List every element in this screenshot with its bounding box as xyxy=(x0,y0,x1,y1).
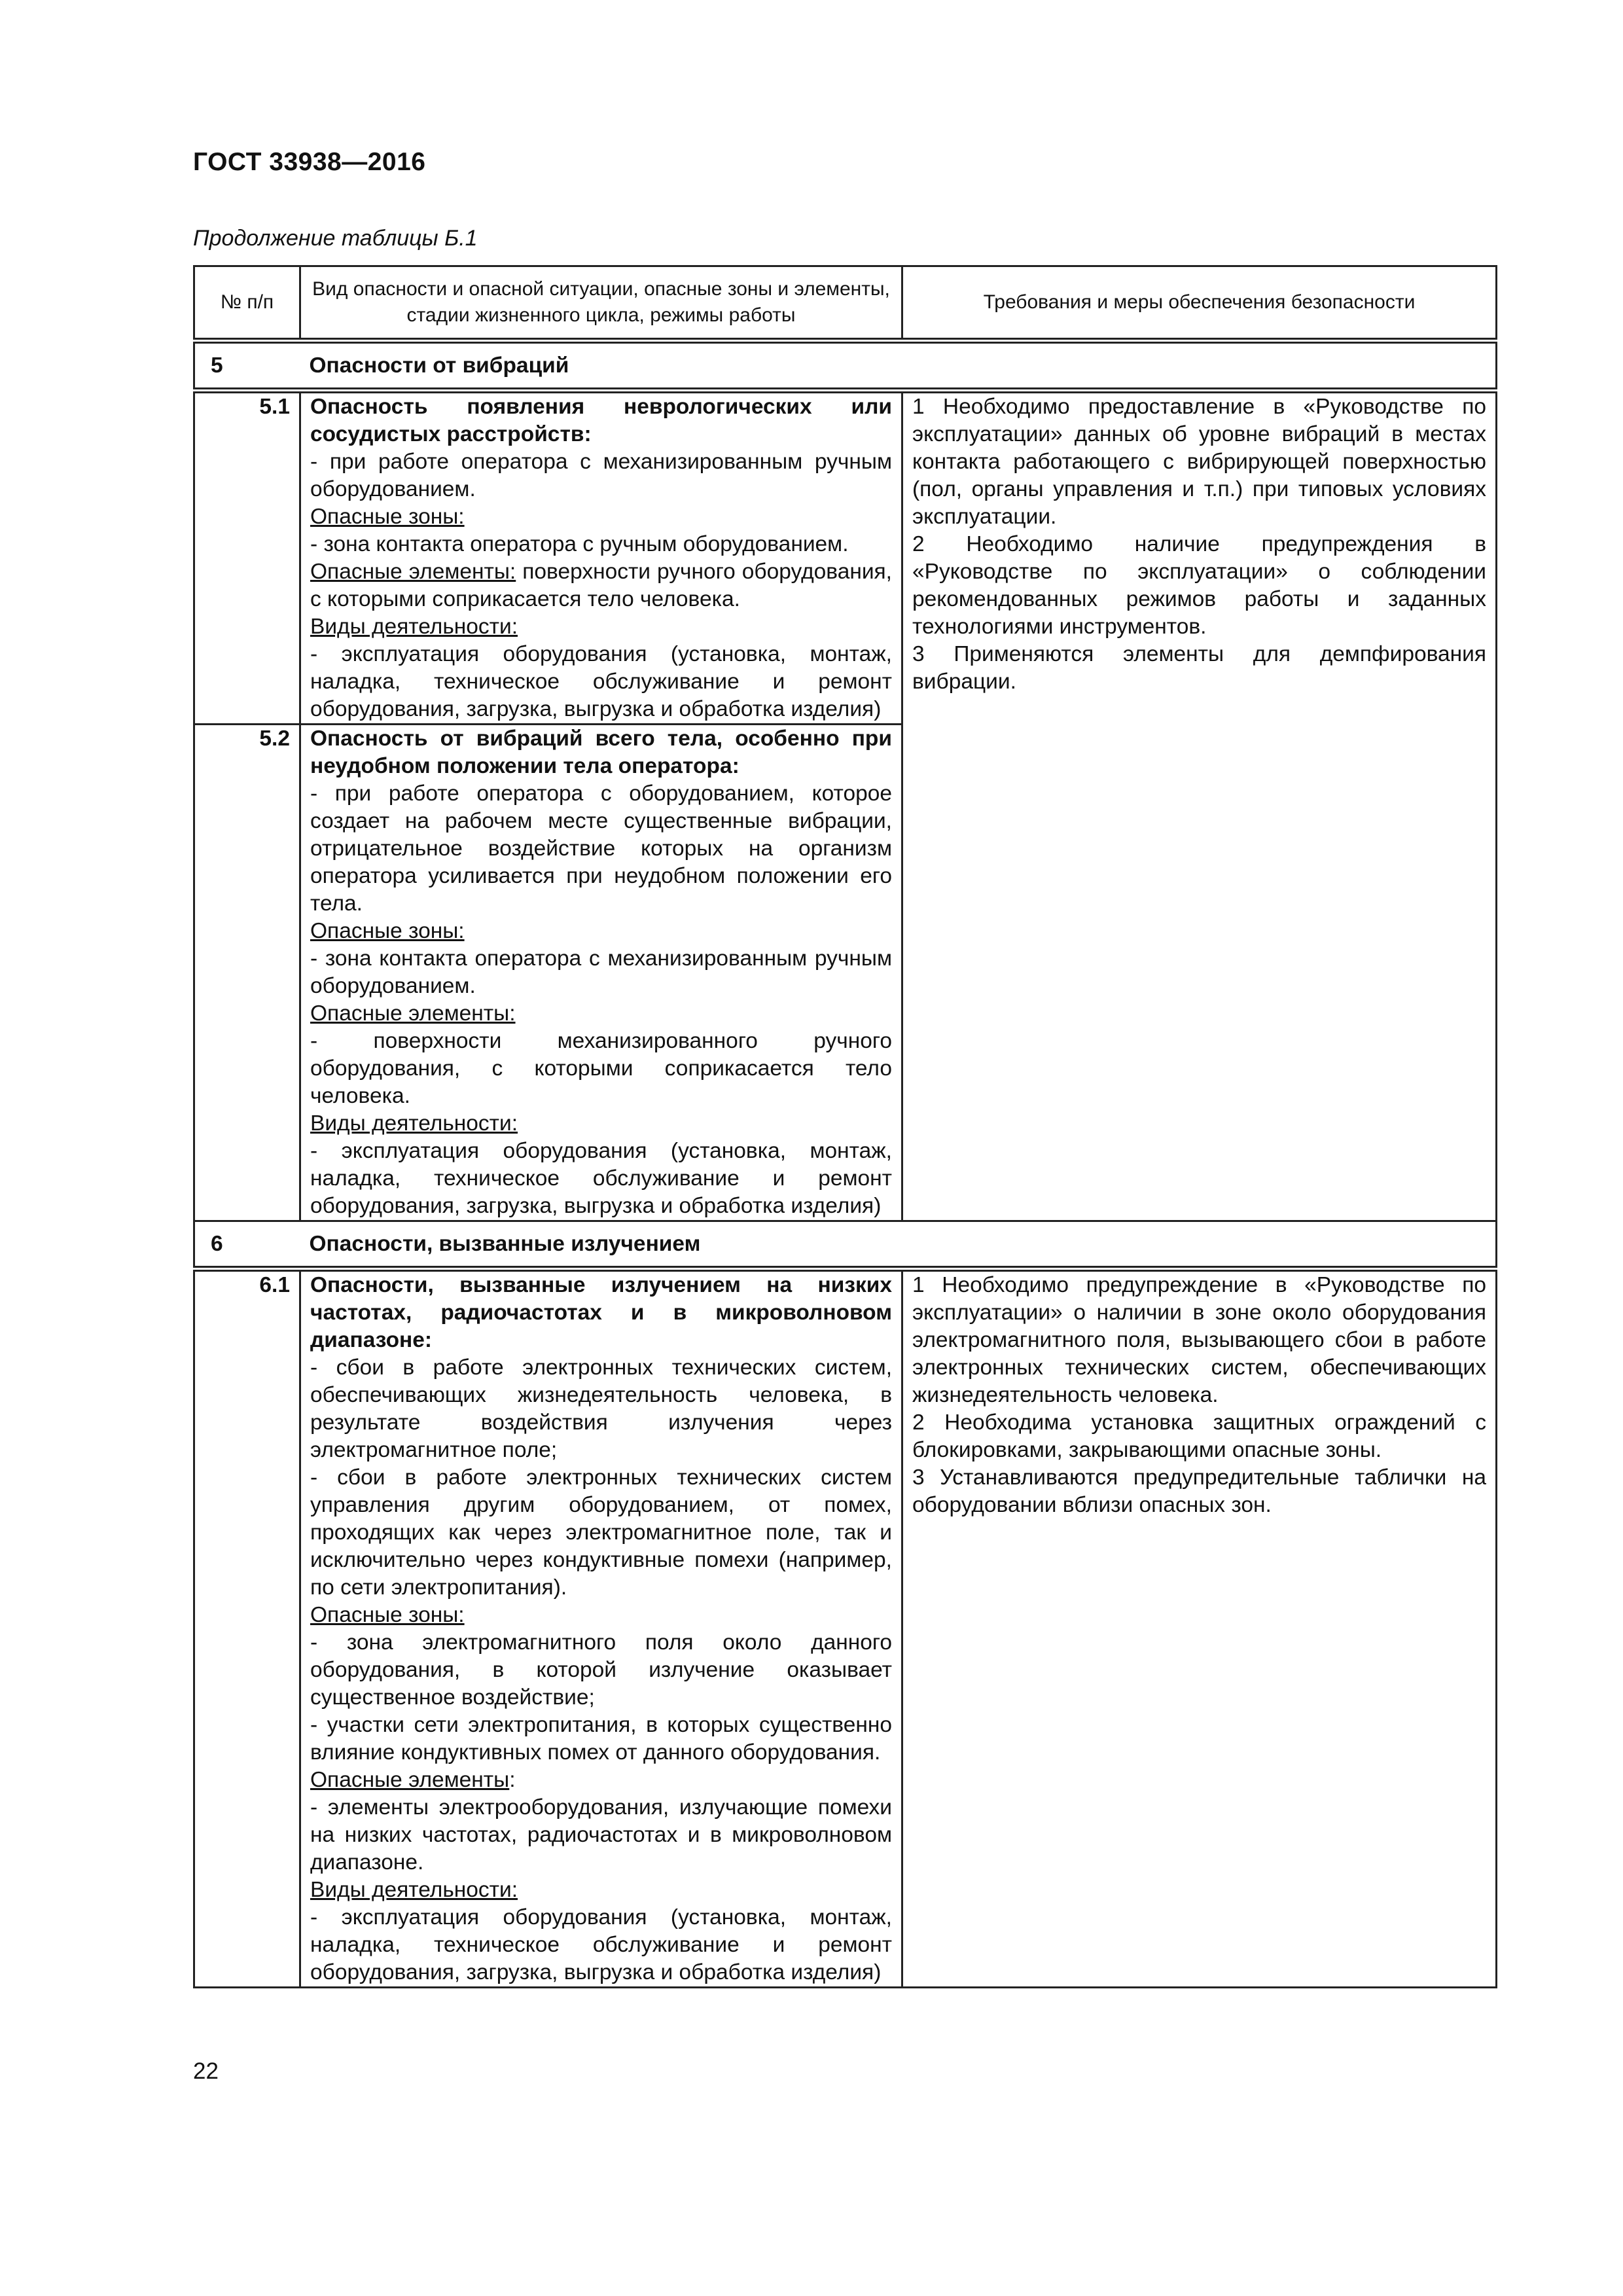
measure-item: 2 Необходима установка защитных ограждений с блокировками, закрывающими опасные зоны. xyxy=(912,1410,1486,1462)
section-row-6 xyxy=(194,1221,1497,1269)
activities-label: Виды деятельности: xyxy=(310,615,518,639)
elements-label: Опасные элементы: xyxy=(310,560,516,584)
section-title: Опасности от вибраций xyxy=(300,341,1497,391)
zones-label: Опасные зоны: xyxy=(310,505,465,529)
safety-measures xyxy=(902,391,1497,1221)
table-caption: Продолжение таблицы Б.1 xyxy=(193,226,478,251)
section-row-5 xyxy=(194,341,1497,391)
hazard-situation: - при работе оператора с оборудованием, которое создает на рабочем месте существенные вибрации, отрицательное воздействие которых на организм оператора усиливается при неудобном положении его тела. xyxy=(310,781,892,916)
hazard-zone: - зона контакта оператора с механизированным ручным оборудованием. xyxy=(310,946,892,998)
document-title: ГОСТ 33938—2016 xyxy=(193,148,426,176)
hazard-description xyxy=(300,391,902,725)
zones-label: Опасные зоны: xyxy=(310,919,465,943)
hazard-situation: - при работе оператора с механизированным ручным оборудованием. xyxy=(310,450,892,501)
section-number: 5 xyxy=(194,341,300,391)
hazard-zone: - участки сети электропитания, в которых существенно влияние кондуктивных помех от данного оборудования. xyxy=(310,1713,892,1765)
elements-text: поверхности ручного оборудования, с которыми соприкасается тело человека. xyxy=(310,560,892,611)
measure-item: 1 Необходимо предоставление в «Руководстве по эксплуатации» данных об уровне вибраций в местах контакта работающего с вибрирующей поверхностью (пол, органы управления и т.п.) при типовых условиях эксплуатации. xyxy=(912,395,1486,529)
hazard-elements: - элементы электрооборудования, излучающие помехи на низких частотах, радиочастотах и в микроволновом диапазоне. xyxy=(310,1795,892,1874)
measure-item: 3 Применяются элементы для демпфирования вибрации. xyxy=(912,642,1486,694)
column-header-measures: Требования и меры обеспечения безопасности xyxy=(902,266,1497,341)
table-row xyxy=(194,1269,1497,1988)
page-number: 22 xyxy=(193,2058,219,2084)
safety-measures xyxy=(902,1269,1497,1988)
measure-item: 1 Необходимо предупреждение в «Руководстве по эксплуатации» о наличии в зоне около оборудования электромагнитного поля, вызывающего сбои в работе электронных технических систем, обеспечивающих жизнедеятельность человека. xyxy=(912,1273,1486,1407)
hazard-zone: - зона контакта оператора с ручным оборудованием. xyxy=(310,532,849,556)
hazards-table xyxy=(193,265,1497,1988)
activities-label: Виды деятельности: xyxy=(310,1111,518,1136)
activities-label: Виды деятельности: xyxy=(310,1878,518,1902)
hazard-elements xyxy=(310,558,892,613)
measure-item: 3 Устанавливаются предупредительные таблички на оборудовании вблизи опасных зон. xyxy=(912,1465,1486,1517)
section-number: 6 xyxy=(194,1221,300,1269)
hazard-situation: - сбои в работе электронных технических систем, обеспечивающих жизнедеятельность человека, в результате воздействия излучения через электромагнитное поле; xyxy=(310,1355,892,1462)
table-row xyxy=(194,391,1497,725)
table-header-row xyxy=(194,266,1497,341)
elements-label: Опасные элементы: xyxy=(310,1001,516,1026)
hazard-title: Опасности, вызванные излучением на низких частотах, радиочастотах и в микроволновом диапазоне: xyxy=(310,1273,892,1352)
hazard-situation: - сбои в работе электронных технических систем управления другим оборудованием, от помех, проходящих как через электромагнитное поле, так и исключительно через кондуктивные помехи (например, по сети электропитания). xyxy=(310,1465,892,1600)
hazard-description xyxy=(300,725,902,1221)
hazard-elements: - поверхности механизированного ручного оборудования, с которыми соприкасается тело человека. xyxy=(310,1029,892,1108)
hazard-zone: - зона электромагнитного поля около данного оборудования, в которой излучение оказывает существенное воздействие; xyxy=(310,1630,892,1710)
hazard-title: Опасность от вибраций всего тела, особенно при неудобном положении тела оператора: xyxy=(310,726,892,778)
elements-label: Опасные элементы xyxy=(310,1768,510,1792)
zones-label: Опасные зоны: xyxy=(310,1603,465,1627)
column-header-hazard: Вид опасности и опасной ситуации, опасные зоны и элементы, стадии жизненного цикла, режимы работы xyxy=(300,266,902,341)
hazard-activities: - эксплуатация оборудования (установка, монтаж, наладка, техническое обслуживание и ремонт оборудования, загрузка, выгрузка и обработка изделия) xyxy=(310,1905,892,1984)
hazard-activities: - эксплуатация оборудования (установка, монтаж, наладка, техническое обслуживание и ремонт оборудования, загрузка, выгрузка и обработка изделия) xyxy=(310,642,892,721)
hazard-activities: - эксплуатация оборудования (установка, монтаж, наладка, техническое обслуживание и ремонт оборудования, загрузка, выгрузка и обработка изделия) xyxy=(310,1139,892,1218)
column-header-number: № п/п xyxy=(194,266,300,341)
item-number: 5.2 xyxy=(194,725,300,1221)
elements-label-line: Опасные элементы: xyxy=(310,1768,516,1792)
measure-item: 2 Необходимо наличие предупреждения в «Руководстве по эксплуатации» о соблюдении рекомендованных режимов работы и заданных технологиями инструментов. xyxy=(912,532,1486,639)
item-number: 5.1 xyxy=(194,391,300,725)
item-number: 6.1 xyxy=(194,1269,300,1988)
hazard-title: Опасность появления неврологических или сосудистых расстройств: xyxy=(310,395,892,446)
hazard-description xyxy=(300,1269,902,1988)
section-title: Опасности, вызванные излучением xyxy=(300,1221,1497,1269)
